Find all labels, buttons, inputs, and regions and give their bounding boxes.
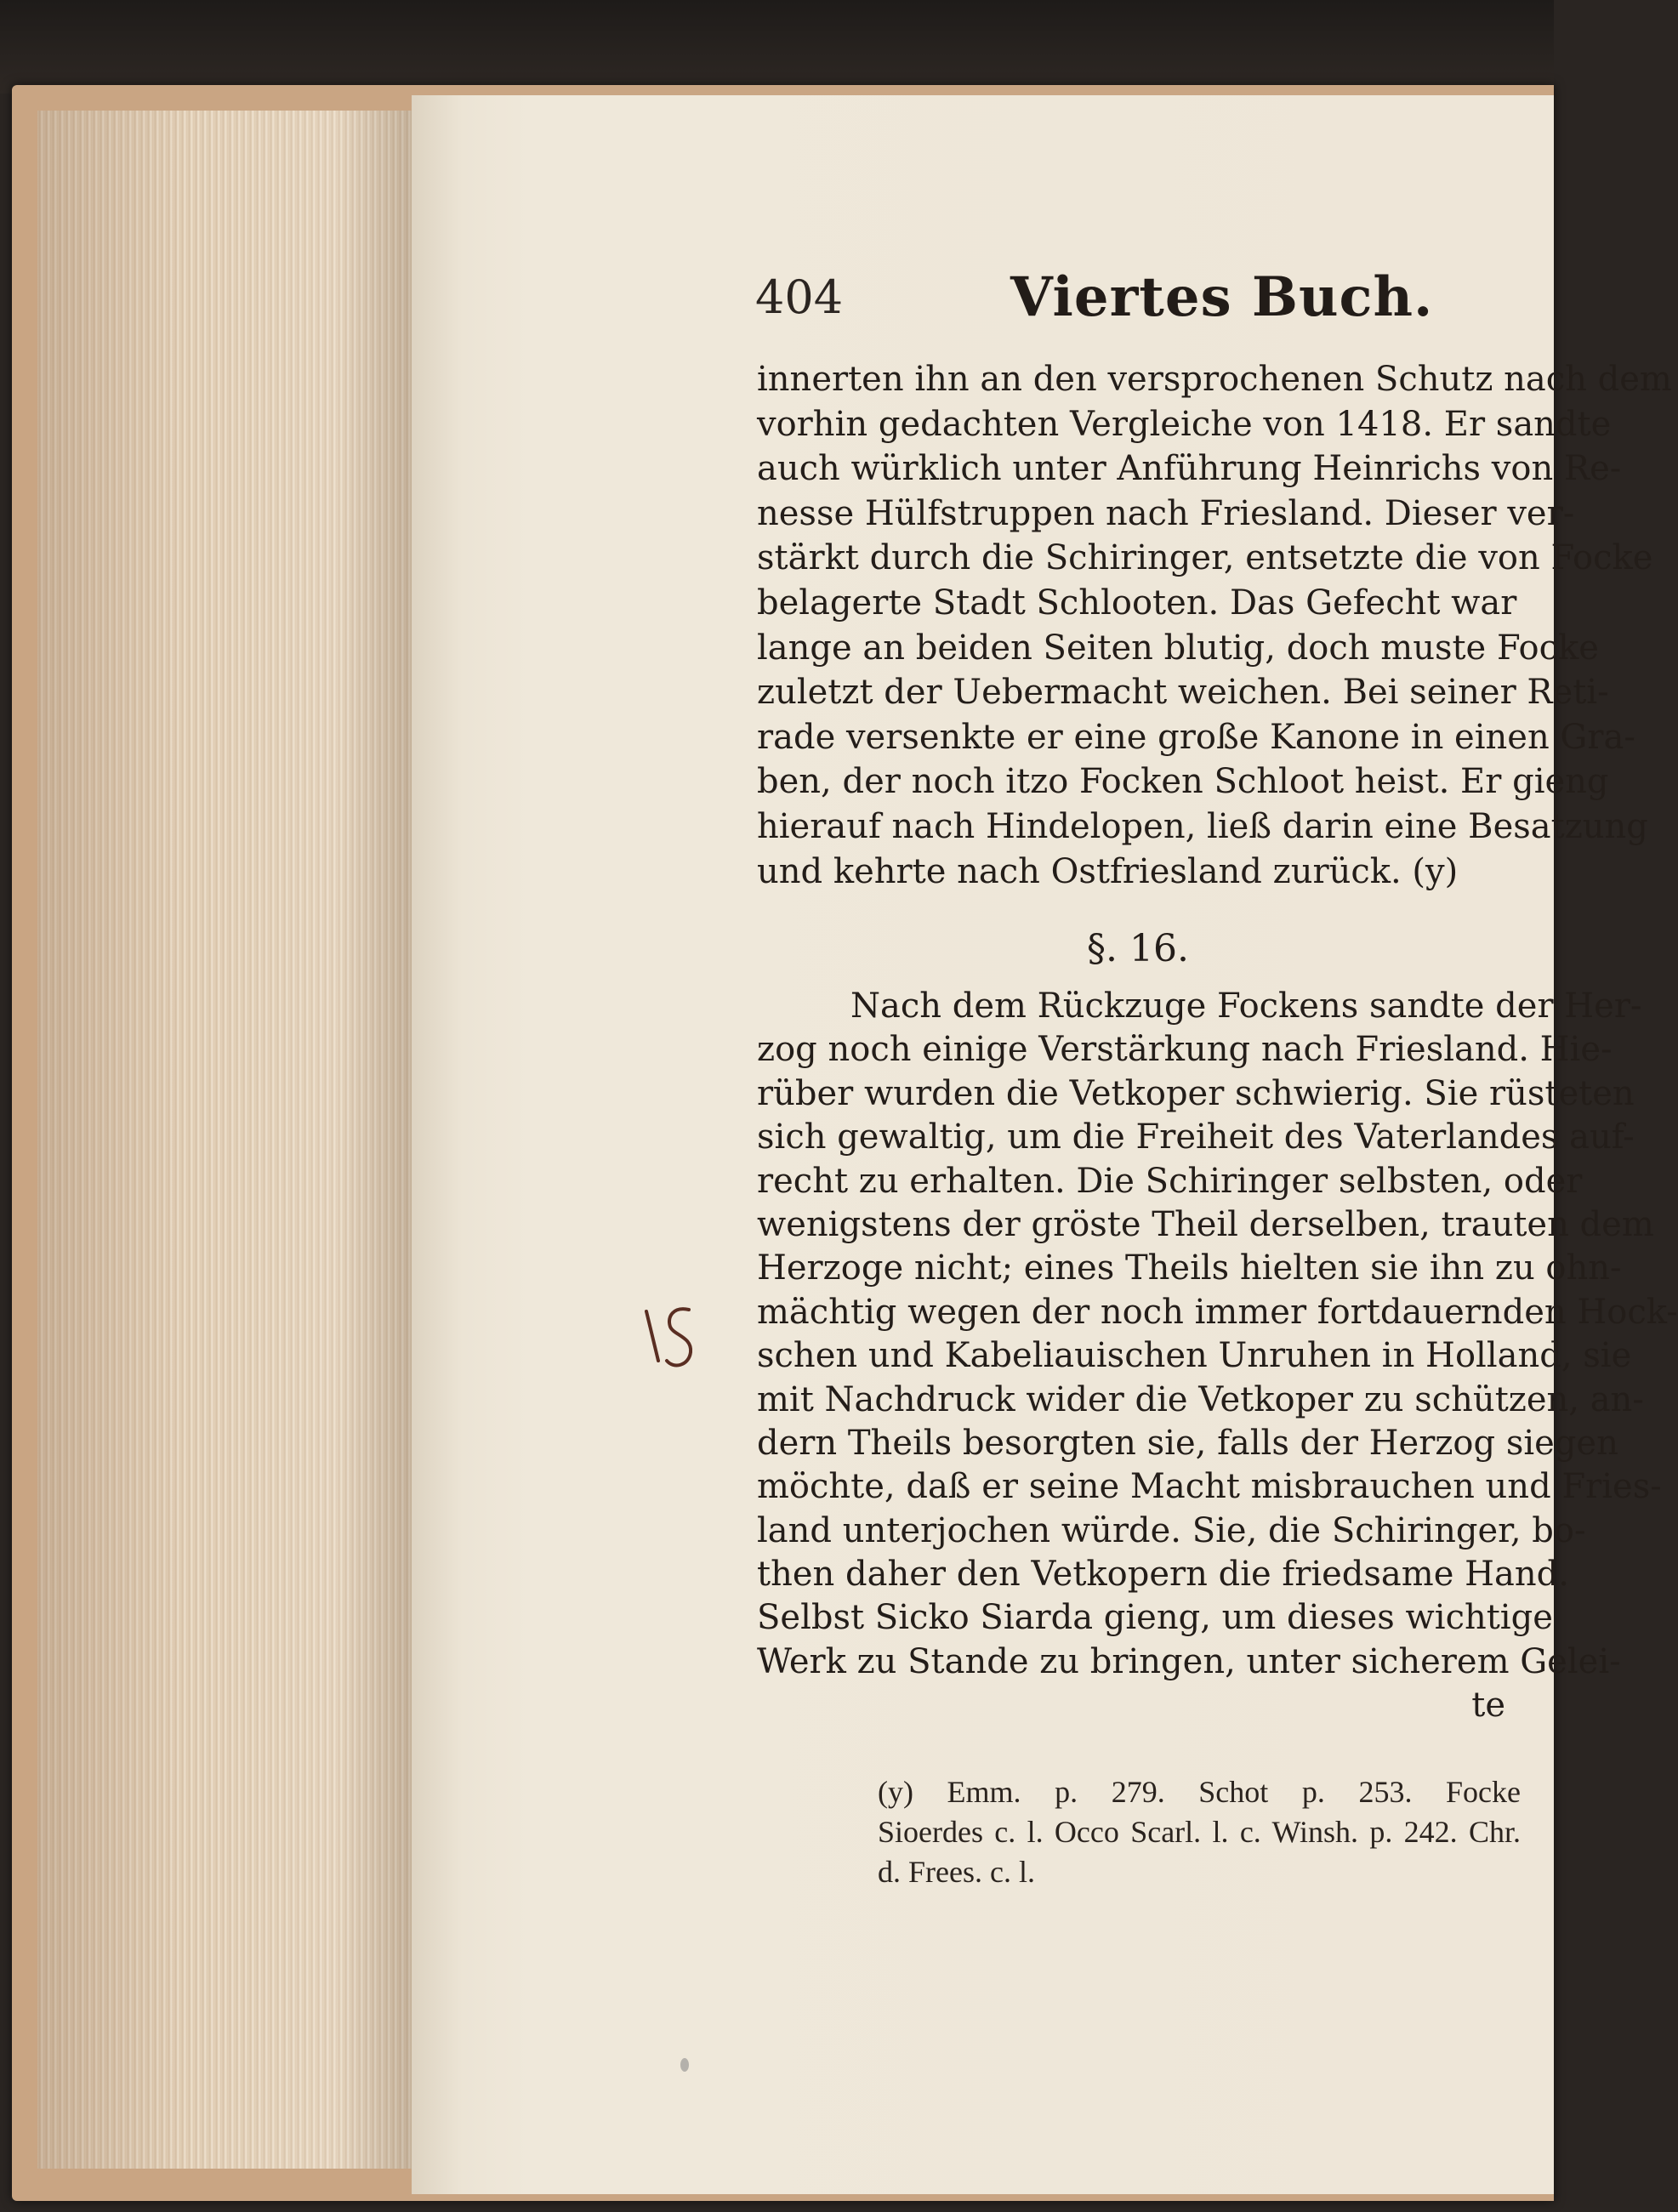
page-number: 404 — [755, 270, 844, 324]
paragraph-2 — [757, 985, 1678, 1728]
text-line: zuletzt der Uebermacht weichen. Bei seiner Reti- — [757, 673, 1609, 713]
page-edges-shading — [37, 111, 412, 2169]
text-line: belagerte Stadt Schlooten. Das Gefecht war — [757, 583, 1517, 623]
text-line: und kehrte nach Ostfriesland zurück. (y) — [757, 851, 1459, 891]
footnote — [878, 1772, 1521, 1892]
footnote-line: d. Frees. c. l. — [878, 1855, 1035, 1889]
footnote-line: Sioerdes c. l. Occo Scarl. l. c. Winsh. p. 242. Chr. — [878, 1815, 1521, 1849]
text-line: Herzoge nicht; eines Theils hielten sie ihn zu ohn- — [757, 1248, 1622, 1288]
text-line: land unterjochen würde. Sie, die Schiringer, bo- — [757, 1510, 1586, 1550]
text-line: mächtig wegen der noch immer fortdauernden Hock- — [757, 1292, 1678, 1332]
text-line: rade versenkte er eine große Kanone in einen Gra- — [757, 717, 1635, 757]
paragraph-1 — [757, 357, 1672, 894]
text-line: stärkt durch die Schiringer, entsetzte die von Focke — [757, 538, 1653, 578]
background — [0, 0, 1554, 94]
catchword: te — [1471, 1686, 1505, 1726]
text-line: auch würklich unter Anführung Heinrichs von Re- — [757, 449, 1622, 489]
text-line: rüber wurden die Vetkoper schwierig. Sie rüsteten — [757, 1073, 1635, 1113]
text-line: zog noch einige Verstärkung nach Friesland. Hie- — [757, 1030, 1613, 1070]
running-head: Viertes Buch. — [1010, 265, 1434, 329]
text-line: nesse Hülfstruppen nach Friesland. Dieser ver- — [757, 493, 1575, 533]
text-line: hierauf nach Hindelopen, ließ darin eine Besatzung — [757, 806, 1648, 846]
text-line: Nach dem Rückzuge Fockens sandte der Her- — [850, 987, 1642, 1026]
text-line: Werk zu Stande zu bringen, unter sicherem Gelei- — [757, 1641, 1621, 1681]
text-line: then daher den Vetkopern die friedsame Hand. — [757, 1555, 1569, 1595]
text-line: vorhin gedachten Vergleiche von 1418. Er sandte — [757, 404, 1612, 444]
text-line: schen und Kabeliauischen Unruhen in Holland, sie — [757, 1336, 1632, 1376]
footnote-line: (y) Emm. p. 279. Schot p. 253. Focke — [878, 1775, 1521, 1809]
text-line: wenigstens der gröste Theil derselben, trauten dem — [757, 1204, 1654, 1244]
page-header — [755, 265, 1521, 338]
text-line: Selbst Sicko Siarda gieng, um dieses wichtige — [757, 1598, 1553, 1638]
text-line: möchte, daß er seine Macht misbrauchen und Fries- — [757, 1467, 1662, 1507]
text-line: sich gewaltig, um die Freiheit des Vaterlandes auf- — [757, 1117, 1635, 1157]
text-line: lange an beiden Seiten blutig, doch muste Focke — [757, 628, 1599, 668]
pencil-mark — [680, 2058, 689, 2072]
text-line: recht zu erhalten. Die Schiringer selbsten, oder — [757, 1161, 1583, 1201]
text-line: ben, der noch itzo Focken Schloot heist. Er gieng — [757, 762, 1609, 802]
text-line: innerten ihn an den versprochenen Schutz nach dem — [757, 360, 1672, 399]
text-line: mit Nachdruck wider die Vetkoper zu schützen, an- — [757, 1379, 1644, 1419]
text-line: dern Theils besorgten sie, falls der Herzog siegen — [757, 1423, 1618, 1463]
handwritten-margin-note — [640, 1301, 699, 1378]
section-heading: §. 16. — [1087, 927, 1189, 970]
